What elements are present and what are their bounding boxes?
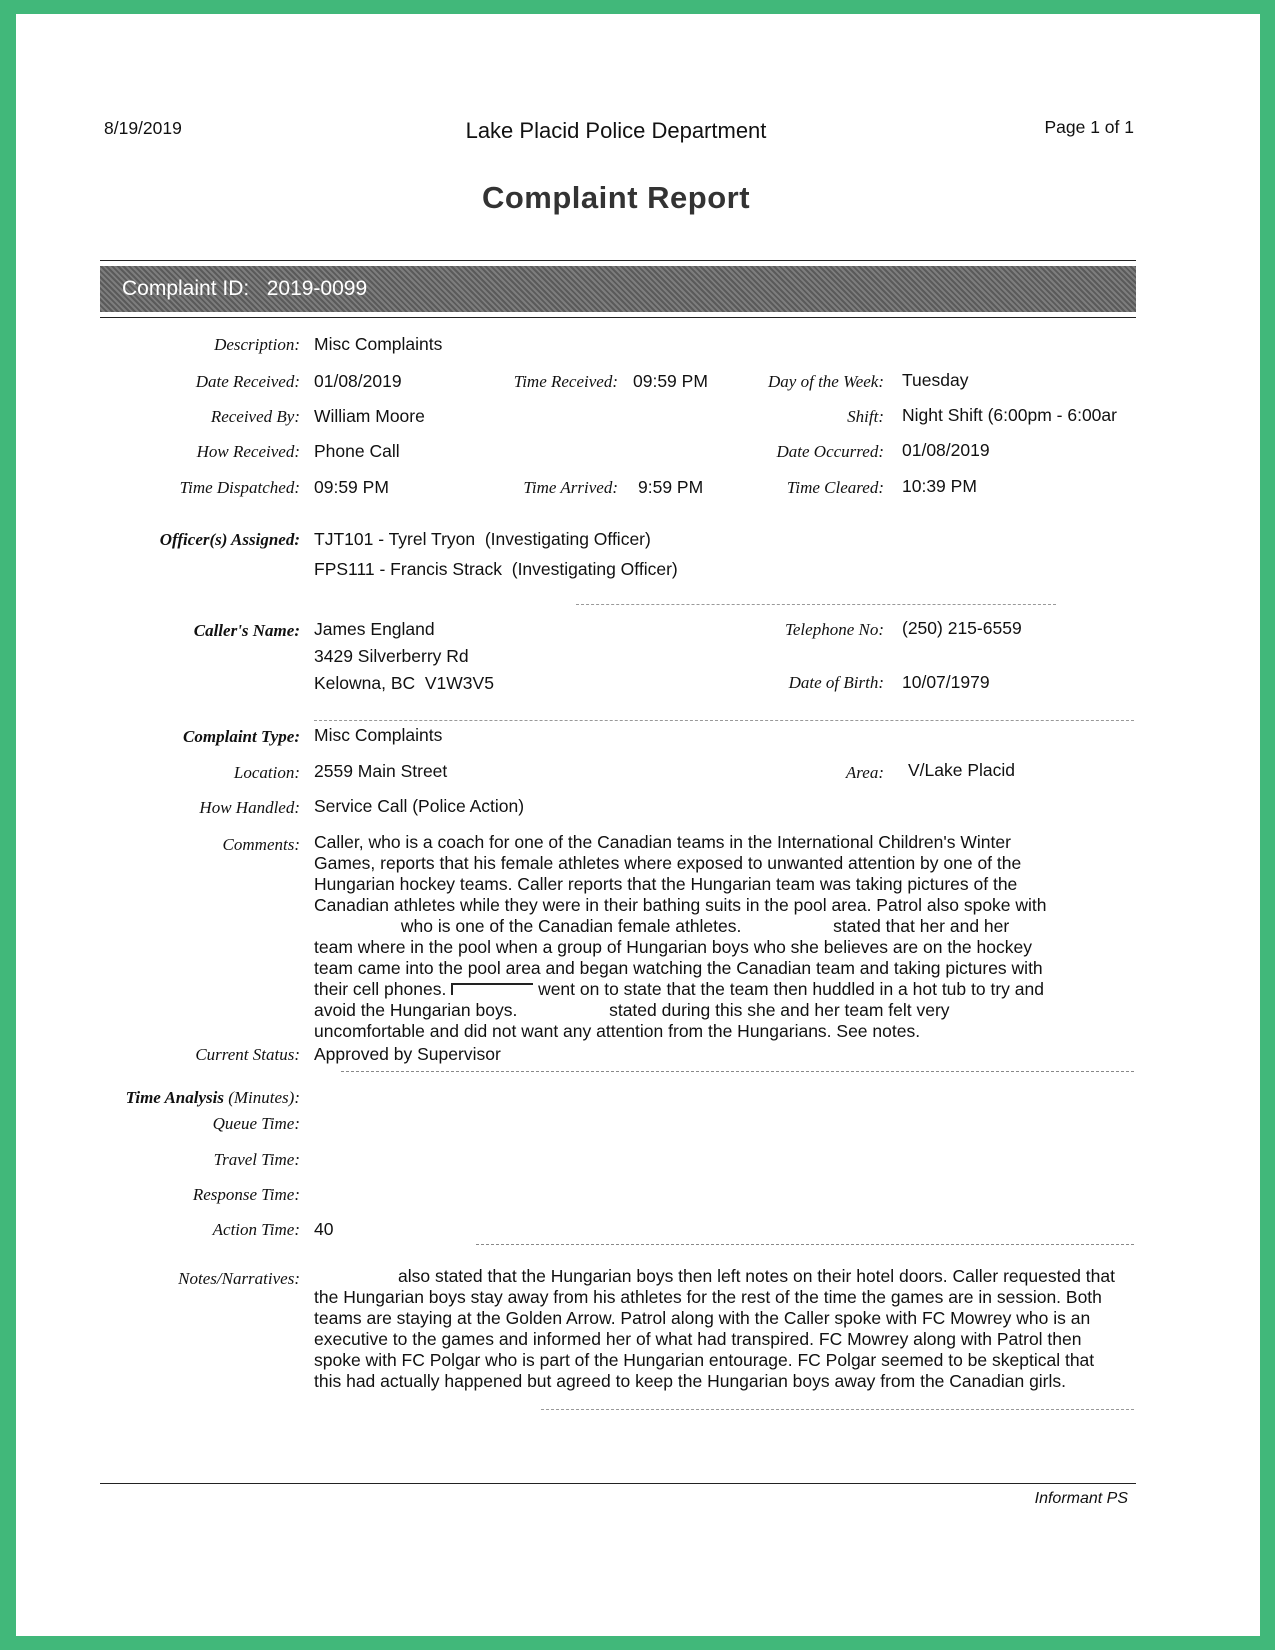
- page-title: Complaint Report: [481, 180, 751, 215]
- redaction: [451, 983, 533, 995]
- time-dispatched-value: 09:59 PM: [314, 477, 389, 497]
- action-time-label: Action Time:: [212, 1220, 300, 1239]
- footer-informant: Informant PS: [1034, 1490, 1128, 1507]
- comments-part: went on to state that the team then huddled in a hot tub to try and avoid the Hungarian boys.: [314, 979, 1044, 1020]
- time-analysis-label: [86, 1088, 300, 1108]
- how-received-value: Phone Call: [314, 441, 400, 461]
- location-value: 2559 Main Street: [314, 761, 448, 781]
- time-cleared-value: 10:39 PM: [902, 476, 977, 496]
- description-label: Description:: [214, 335, 300, 354]
- shift-value: Night Shift (6:00pm - 6:00ar: [902, 405, 1117, 425]
- action-time-value: 40: [314, 1219, 334, 1239]
- caller-address-2: Kelowna, BC V1W3V5: [314, 673, 494, 693]
- officer-2: FPS111 - Francis Strack (Investigating Officer): [314, 559, 678, 579]
- separator: [314, 720, 1134, 721]
- area-label: Area:: [845, 763, 884, 782]
- department-name: Lake Placid Police Department: [465, 118, 767, 143]
- date-of-birth-label: Date of Birth:: [788, 673, 884, 692]
- travel-time-label: Travel Time:: [213, 1150, 300, 1169]
- how-handled-label: How Handled:: [199, 798, 300, 817]
- separator: [541, 1409, 1134, 1410]
- separator: [476, 1244, 1134, 1245]
- caller-address-1: 3429 Silverberry Rd: [314, 646, 469, 666]
- separator: [341, 1071, 1134, 1072]
- comments-text: [314, 832, 1052, 1042]
- notes-text: [314, 1266, 1122, 1392]
- officers-assigned-label: Officer(s) Assigned:: [159, 530, 300, 549]
- received-by-label: Received By:: [210, 407, 300, 426]
- notes-label: Notes/Narratives:: [178, 1269, 300, 1288]
- caller-name: James England: [314, 619, 435, 639]
- time-arrived-label: Time Arrived:: [523, 478, 618, 497]
- comments-label: Comments:: [222, 835, 300, 854]
- comments-part: who is one of the Canadian female athletes.: [400, 916, 742, 936]
- complaint-id: Complaint ID: 2019-0099: [122, 277, 368, 300]
- callers-name-label: Caller's Name:: [193, 621, 300, 640]
- telephone-label: Telephone No:: [784, 620, 884, 639]
- banner-bottom-rule: [100, 317, 1136, 318]
- time-analysis-title: Time Analysis: [125, 1088, 224, 1107]
- queue-time-label: Queue Time:: [212, 1114, 300, 1133]
- received-by-value: William Moore: [314, 406, 425, 426]
- location-label: Location:: [233, 763, 300, 782]
- comments-part: Caller, who is a coach for one of the Canadian teams in the International Children's Winter Games, reports that his female athletes where exposed to unwanted attention by one of the Hungarian hockey teams. Caller reports that the Hungarian team was taking pictures of the Canadian athletes while they were in their bathing suits in the pool area. Patrol also spoke with: [314, 832, 1047, 915]
- day-of-week-value: Tuesday: [902, 370, 969, 390]
- separator: [576, 604, 1056, 605]
- time-received-value: 09:59 PM: [633, 371, 708, 391]
- comments-part: stated that her and her team where in the pool when a group of Hungarian boys who she believes are on the hockey team came into the pool area and began watching the Canadian team and taking pictures with their cell phones.: [314, 916, 1043, 999]
- report-page: [16, 14, 1260, 1636]
- time-arrived-value: 9:59 PM: [638, 477, 704, 497]
- shift-label: Shift:: [847, 407, 884, 426]
- date-occurred-value: 01/08/2019: [902, 440, 990, 460]
- banner-top-rule: [100, 260, 1136, 261]
- complaint-type-label: Complaint Type:: [183, 727, 300, 746]
- day-of-week-label: Day of the Week:: [768, 372, 884, 391]
- footer-rule: [100, 1483, 1136, 1484]
- date-of-birth-value: 10/07/1979: [902, 672, 990, 692]
- time-received-label: Time Received:: [513, 372, 618, 391]
- date-occurred-label: Date Occurred:: [776, 442, 884, 461]
- response-time-label: Response Time:: [192, 1185, 300, 1204]
- notes-body: also stated that the Hungarian boys then left notes on their hotel doors. Caller requested that the Hungarian boys stay away from his athletes for the rest of the time the games are in session. Both teams are staying at the Golden Arrow. Patrol along with the Caller spoke with FC Mowrey who is an executive to the games and informed her of what had transpired. FC Mowrey along with Patrol then spoke with FC Polgar who is part of the Hungarian entourage. FC Polgar seemed to be skeptical that this had actually happened but agreed to keep the Hungarian boys away from the Canadian girls.: [314, 1266, 1115, 1391]
- time-cleared-label: Time Cleared:: [786, 478, 884, 497]
- current-status-label: Current Status:: [195, 1045, 300, 1064]
- telephone-value: (250) 215-6559: [902, 618, 1022, 638]
- current-status-value: Approved by Supervisor: [314, 1044, 501, 1064]
- comments-part: stated during this she and her team felt very uncomfortable and did not want any attention from the Hungarians. See notes.: [314, 1000, 950, 1041]
- area-value: V/Lake Placid: [908, 760, 1016, 780]
- complaint-id-banner: [100, 266, 1136, 312]
- description-value: Misc Complaints: [314, 334, 443, 354]
- date-received-label: Date Received:: [195, 372, 300, 391]
- time-analysis-unit: (Minutes):: [228, 1088, 300, 1107]
- date-received-value: 01/08/2019: [314, 371, 402, 391]
- complaint-type-value: Misc Complaints: [314, 725, 443, 745]
- page-number: Page 1 of 1: [1044, 117, 1134, 137]
- how-handled-value: Service Call (Police Action): [314, 796, 525, 816]
- officer-1: TJT101 - Tyrel Tryon (Investigating Officer): [314, 529, 651, 549]
- time-dispatched-label: Time Dispatched:: [179, 478, 300, 497]
- print-date: 8/19/2019: [104, 118, 182, 138]
- how-received-label: How Received:: [196, 442, 300, 461]
